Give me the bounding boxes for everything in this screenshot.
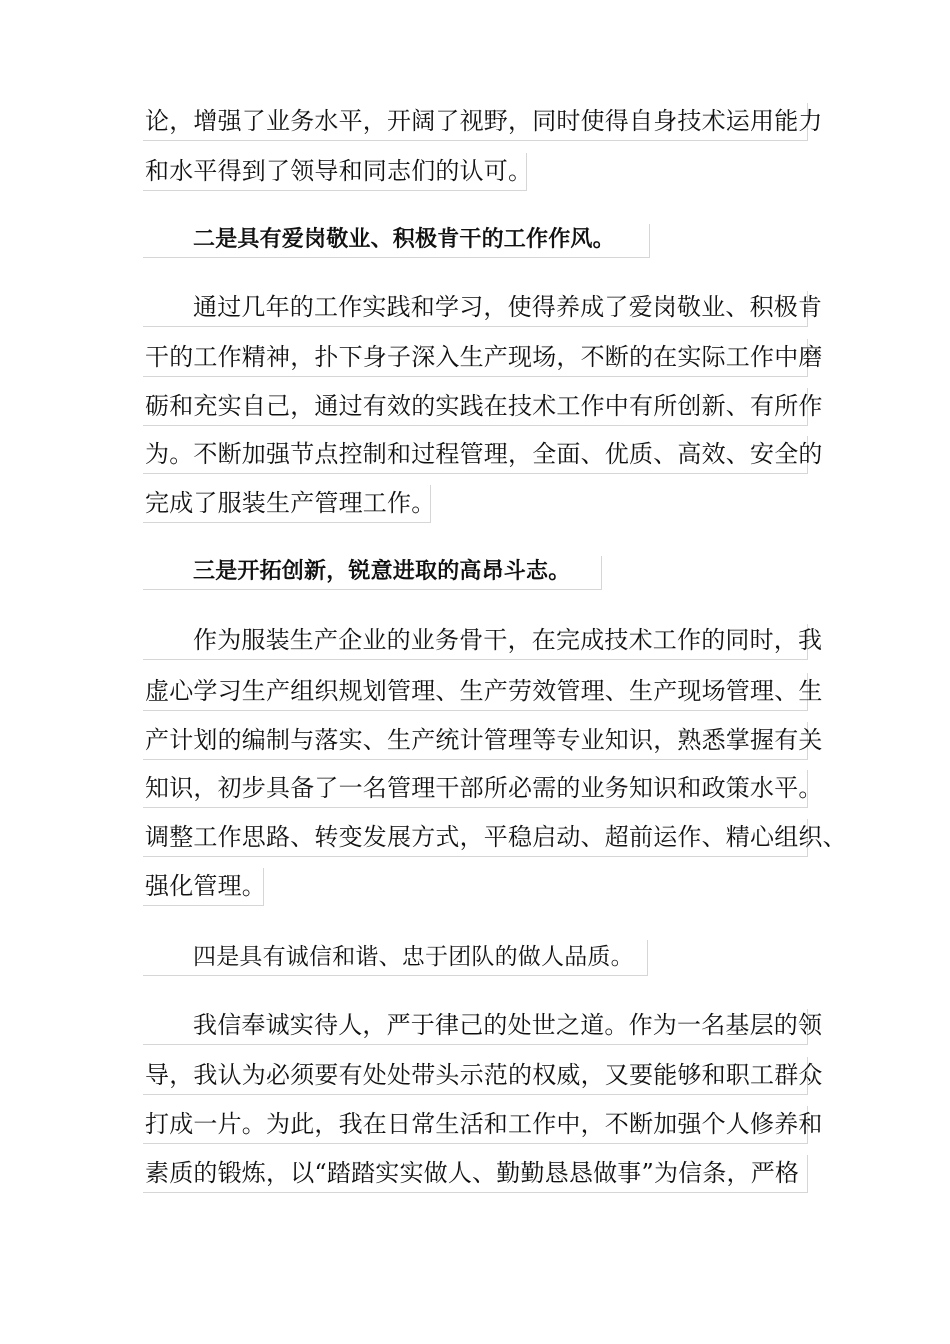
body-text-line: 强化管理。 (145, 872, 266, 900)
body-text-line: 知识，初步具备了一名管理干部所必需的业务知识和政策水平。 (145, 774, 823, 802)
body-text-line: 作为服装生产企业的业务骨干，在完成技术工作的同时，我 (193, 626, 823, 654)
body-text-line: 干的工作精神，扑下身子深入生产现场，不断的在实际工作中磨 (145, 343, 823, 371)
body-text-line: 我信奉诚实待人，严于律己的处世之道。作为一名基层的领 (193, 1011, 823, 1039)
body-text-line: 和水平得到了领导和同志们的认可。 (145, 157, 533, 185)
section-heading: 四是具有诚信和谐、忠于团队的做人品质。 (193, 944, 634, 970)
section-heading: 三是开拓创新，锐意进取的高昂斗志。 (193, 558, 571, 584)
body-text-line: 素质的锻炼，以“踏踏实实做人、勤勤恳恳做事”为信条，严格 (145, 1159, 800, 1187)
section-heading: 二是具有爱岗敬业、积极肯干的工作作风。 (193, 226, 615, 252)
body-text-line: 导，我认为必须要有处处带头示范的权威，又要能够和职工群众 (145, 1061, 823, 1089)
body-text-line: 通过几年的工作实践和学习，使得养成了爱岗敬业、积极肯 (193, 293, 823, 321)
body-text-line: 完成了服装生产管理工作。 (145, 489, 436, 517)
body-text-line: 调整工作思路、转变发展方式，平稳启动、超前运作、精心组织、 (145, 823, 847, 851)
body-text-line: 虚心学习生产组织规划管理、生产劳效管理、生产现场管理、生 (145, 677, 823, 705)
body-text-line: 打成一片。为此，我在日常生活和工作中，不断加强个人修养和 (145, 1110, 823, 1138)
body-text-line: 为。不断加强节点控制和过程管理，全面、优质、高效、安全的 (145, 440, 823, 468)
body-text-line: 砺和充实自己，通过有效的实践在技术工作中有所创新、有所作 (145, 392, 823, 420)
body-text-line: 产计划的编制与落实、生产统计管理等专业知识，熟悉掌握有关 (145, 726, 823, 754)
body-text-line: 论，增强了业务水平，开阔了视野，同时使得自身技术运用能力 (145, 107, 823, 135)
